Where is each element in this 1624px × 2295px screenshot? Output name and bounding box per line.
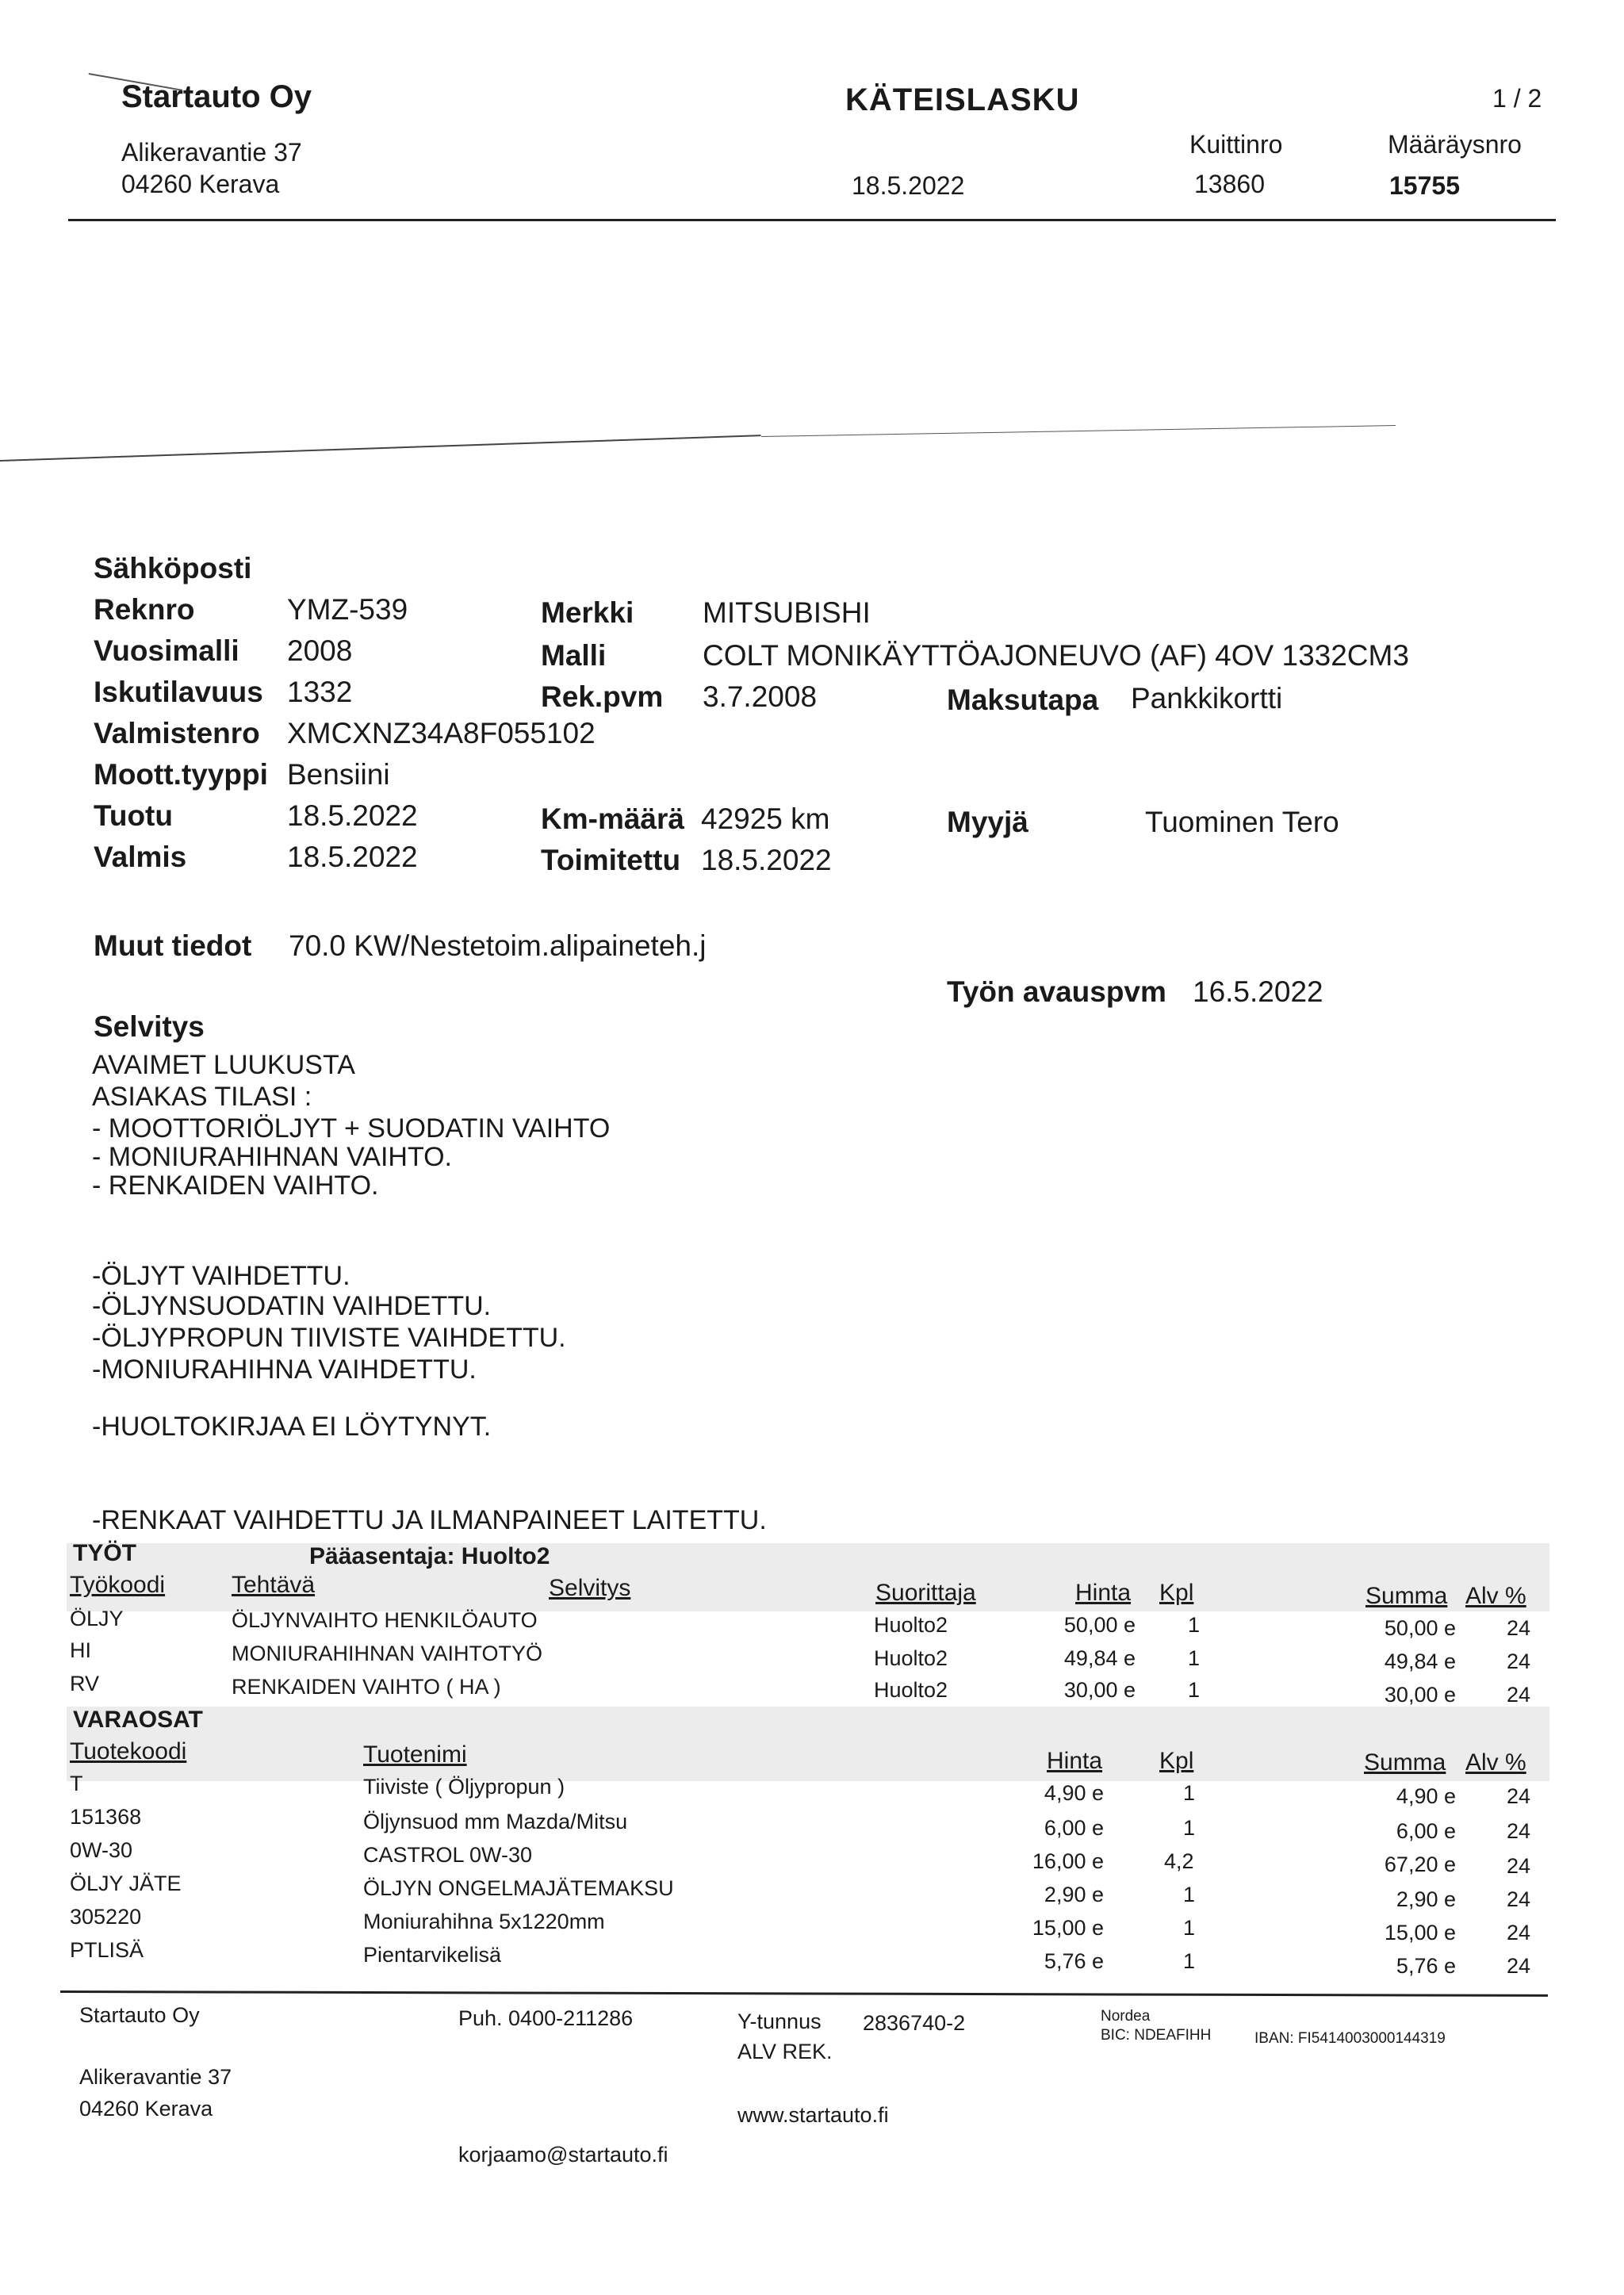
part-sum: 67,20 e (1384, 1852, 1456, 1876)
part-vat: 24 (1507, 1921, 1531, 1944)
email-label: Sähköposti (94, 552, 252, 584)
part-sum: 5,76 e (1396, 1954, 1456, 1978)
part-qty: 4,2 (1164, 1849, 1194, 1873)
scan-artifact-line (0, 435, 761, 462)
part-name: Öljynsuod mm Mazda/Mitsu (363, 1810, 628, 1833)
footer-ytunnus-label: Y-tunnus (737, 2010, 822, 2033)
company-address-line1: Alikeravantie 37 (121, 138, 302, 167)
part-sum: 4,90 e (1396, 1784, 1456, 1808)
explanation-line: -MONIURAHIHNA VAIHDETTU. (92, 1354, 477, 1385)
model-label: Malli (541, 639, 607, 672)
order-number: 15755 (1389, 171, 1460, 200)
ready-label: Valmis (94, 841, 187, 873)
arrived-label: Tuotu (94, 799, 173, 832)
work-task: MONIURAHIHNAN VAIHTOTYÖ (232, 1642, 543, 1665)
work-qty: 1 (1188, 1646, 1201, 1670)
footer-ytunnus: 2836740-2 (863, 2011, 966, 2035)
part-code: 0W-30 (70, 1838, 133, 1862)
work-vat: 24 (1507, 1649, 1531, 1673)
explanation-line: - MONIURAHIHNAN VAIHTO. (92, 1142, 452, 1172)
work-code: RV (70, 1672, 100, 1695)
part-vat: 24 (1507, 1819, 1531, 1843)
part-name: ÖLJYN ONGELMAJÄTEMAKSU (363, 1876, 674, 1900)
footer-phone: Puh. 0400-211286 (458, 2006, 634, 2030)
part-price: 15,00 e (1032, 1916, 1104, 1940)
footer-address-line1: Alikeravantie 37 (79, 2065, 232, 2089)
invoice-date: 18.5.2022 (852, 171, 965, 200)
work-section-title: TYÖT (73, 1540, 136, 1566)
part-sum: 2,90 e (1396, 1887, 1456, 1911)
work-col-sum: Summa (1365, 1583, 1448, 1609)
ready-value: 18.5.2022 (287, 841, 418, 873)
receipt-number-label: Kuittinro (1189, 130, 1283, 159)
work-col-task: Tehtävä (232, 1572, 316, 1598)
part-price: 5,76 e (1044, 1949, 1104, 1973)
explanation-line: -ÖLJYT VAIHDETTU. (92, 1261, 350, 1291)
work-price: 49,84 e (1063, 1646, 1136, 1670)
explanation-line: -HUOLTOKIRJAA EI LÖYTYNYT. (92, 1412, 492, 1442)
make-value: MITSUBISHI (703, 596, 871, 629)
work-sum: 50,00 e (1384, 1616, 1456, 1640)
footer-bank: Nordea (1101, 2008, 1151, 2025)
part-vat: 24 (1507, 1887, 1531, 1911)
reg-value: YMZ-539 (287, 593, 408, 626)
part-qty: 1 (1183, 1949, 1196, 1973)
part-price: 6,00 e (1044, 1816, 1104, 1840)
part-vat: 24 (1507, 1954, 1531, 1978)
explanation-line: - RENKAIDEN VAIHTO. (92, 1170, 379, 1201)
work-col-code: Työkoodi (70, 1572, 166, 1598)
vin-value: XMCXNZ34A8F055102 (287, 717, 596, 749)
payment-value: Pankkikortti (1131, 682, 1283, 715)
part-code: PTLISÄ (70, 1938, 144, 1962)
payment-label: Maksutapa (947, 684, 1099, 716)
delivered-label: Toimitettu (541, 844, 681, 876)
make-label: Merkki (541, 596, 634, 629)
part-code: T (70, 1772, 83, 1795)
footer-web: www.startauto.fi (737, 2103, 889, 2127)
arrived-value: 18.5.2022 (287, 799, 418, 832)
part-vat: 24 (1507, 1854, 1531, 1878)
work-vat: 24 (1507, 1683, 1531, 1707)
engine-value: Bensiini (287, 758, 390, 791)
parts-section-title: VARAOSAT (73, 1707, 203, 1733)
work-col-vat: Alv % (1465, 1583, 1526, 1609)
seller-value: Tuominen Tero (1145, 806, 1339, 838)
parts-col-sum: Summa (1364, 1749, 1446, 1776)
explanation-line: -ÖLJYPROPUN TIIVISTE VAIHDETTU. (92, 1323, 566, 1353)
part-name: CASTROL 0W-30 (363, 1843, 533, 1867)
parts-header-band (67, 1707, 1549, 1781)
other-info-label: Muut tiedot (94, 929, 252, 962)
explanation-label: Selvitys (94, 1010, 205, 1043)
part-price: 16,00 e (1032, 1849, 1104, 1873)
displacement-label: Iskutilavuus (94, 676, 263, 708)
work-qty: 1 (1188, 1678, 1201, 1702)
part-sum: 15,00 e (1384, 1921, 1456, 1944)
part-name: Pientarvikelisä (363, 1943, 502, 1967)
page-number: 1 / 2 (1492, 84, 1542, 113)
part-code: 305220 (70, 1905, 142, 1929)
work-qty: 1 (1188, 1613, 1201, 1637)
header-rule (68, 219, 1556, 221)
parts-col-code: Tuotekoodi (70, 1738, 187, 1764)
work-col-qty: Kpl (1159, 1580, 1194, 1606)
work-mechanic: Pääasentaja: Huolto2 (309, 1543, 550, 1569)
work-vat: 24 (1507, 1616, 1531, 1640)
parts-col-qty: Kpl (1159, 1748, 1194, 1774)
work-col-performer: Suorittaja (875, 1580, 976, 1606)
delivered-value: 18.5.2022 (701, 844, 832, 876)
part-price: 4,90 e (1044, 1781, 1104, 1805)
explanation-line: -ÖLJYNSUODATIN VAIHDETTU. (92, 1291, 492, 1321)
part-sum: 6,00 e (1396, 1819, 1456, 1843)
company-name: Startauto Oy (121, 79, 312, 114)
parts-col-price: Hinta (1047, 1748, 1103, 1774)
year-label: Vuosimalli (94, 634, 239, 667)
work-task: RENKAIDEN VAIHTO ( HA ) (232, 1675, 501, 1699)
part-price: 2,90 e (1044, 1883, 1104, 1906)
footer-alv: ALV REK. (737, 2040, 833, 2063)
work-performer: Huolto2 (874, 1613, 948, 1637)
parts-col-vat: Alv % (1465, 1749, 1526, 1776)
part-qty: 1 (1183, 1883, 1196, 1906)
work-sum: 49,84 e (1384, 1649, 1456, 1673)
order-number-label: Määräysnro (1388, 130, 1522, 159)
part-code: 151368 (70, 1805, 142, 1829)
opened-date-value: 16.5.2022 (1193, 975, 1323, 1008)
year-value: 2008 (287, 634, 353, 667)
part-qty: 1 (1183, 1816, 1196, 1840)
work-col-price: Hinta (1075, 1580, 1132, 1606)
explanation-line: -RENKAAT VAIHDETTU JA ILMANPAINEET LAITETTU. (92, 1505, 767, 1535)
scan-artifact-line (761, 425, 1396, 437)
work-code: ÖLJY (70, 1607, 124, 1630)
other-info-value: 70.0 KW/Nestetoim.alipaineteh.j (289, 929, 707, 962)
footer-iban: IBAN: FI5414003000144319 (1254, 2030, 1446, 2047)
part-qty: 1 (1183, 1781, 1196, 1805)
work-performer: Huolto2 (874, 1678, 948, 1702)
footer-rule (60, 1990, 1548, 1997)
work-sum: 30,00 e (1384, 1683, 1456, 1707)
reg-label: Reknro (94, 593, 195, 626)
km-value: 42925 km (701, 803, 830, 835)
opened-date-label: Työn avauspvm (947, 975, 1166, 1008)
vin-label: Valmistenro (94, 717, 260, 749)
company-address-line2: 04260 Kerava (121, 170, 280, 198)
explanation-line: - MOOTTORIÖLJYT + SUODATIN VAIHTO (92, 1113, 611, 1144)
part-name: Moniurahihna 5x1220mm (363, 1910, 605, 1933)
explanation-line: ASIAKAS TILASI : (92, 1082, 312, 1112)
seller-label: Myyjä (947, 806, 1028, 838)
footer-email: korjaamo@startauto.fi (458, 2143, 668, 2167)
part-qty: 1 (1183, 1916, 1196, 1940)
work-price: 50,00 e (1063, 1613, 1136, 1637)
work-code: HI (70, 1638, 91, 1662)
regdate-label: Rek.pvm (541, 680, 664, 713)
regdate-value: 3.7.2008 (703, 680, 818, 713)
displacement-value: 1332 (287, 676, 353, 708)
receipt-number: 13860 (1194, 170, 1265, 198)
footer-address-line2: 04260 Kerava (79, 2097, 213, 2121)
part-name: Tiiviste ( Öljypropun ) (363, 1775, 565, 1799)
footer-bic: BIC: NDEAFIHH (1101, 2027, 1212, 2044)
km-label: Km-määrä (541, 803, 684, 835)
parts-col-name: Tuotenimi (363, 1741, 467, 1768)
work-col-desc: Selvitys (549, 1575, 631, 1601)
part-vat: 24 (1507, 1784, 1531, 1808)
part-code: ÖLJY JÄTE (70, 1872, 182, 1895)
engine-label: Moott.tyyppi (94, 758, 268, 791)
work-performer: Huolto2 (874, 1646, 948, 1670)
work-task: ÖLJYNVAIHTO HENKILÖAUTO (232, 1608, 538, 1632)
document-title: KÄTEISLASKU (845, 82, 1080, 117)
footer-company: Startauto Oy (79, 2003, 200, 2027)
model-value: COLT MONIKÄYTTÖAJONEUVO (AF) 4OV 1332CM3 (703, 639, 1409, 672)
work-price: 30,00 e (1063, 1678, 1136, 1702)
explanation-line: AVAIMET LUUKUSTA (92, 1050, 355, 1080)
